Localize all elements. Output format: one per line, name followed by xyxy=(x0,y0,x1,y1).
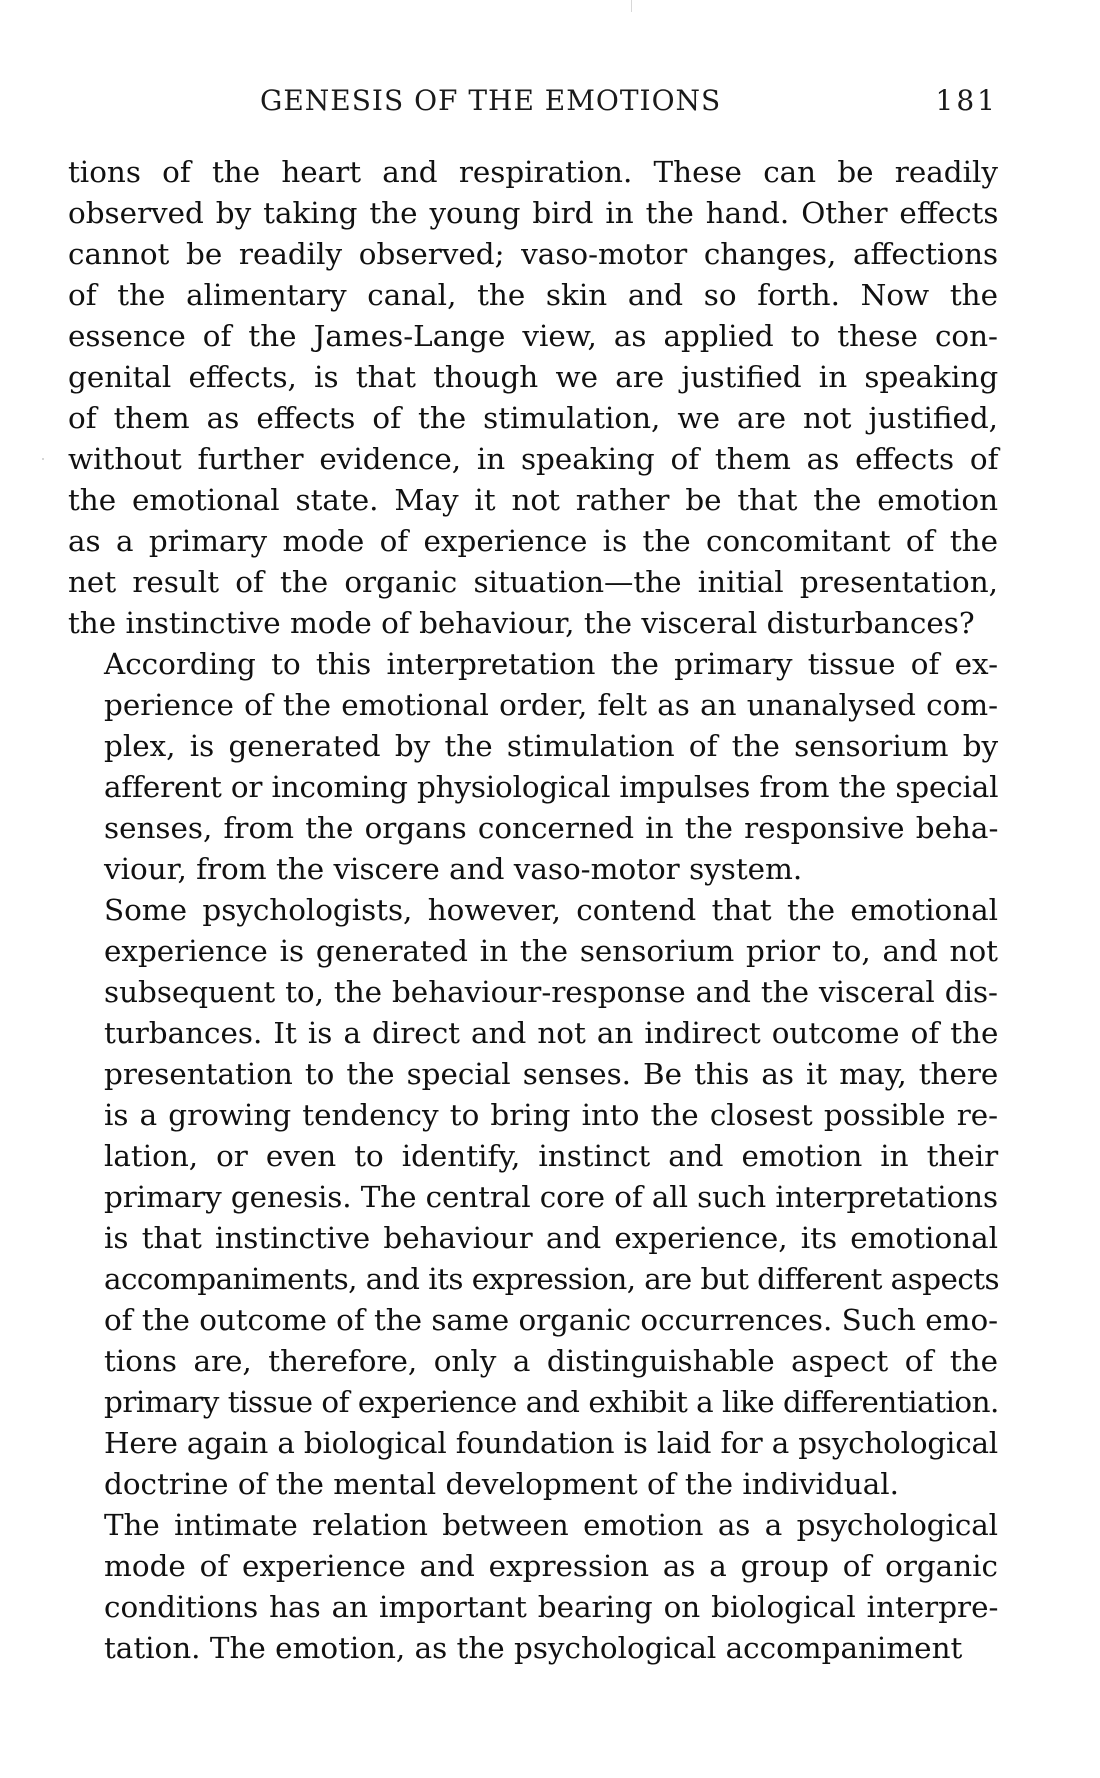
text-line: is a growing tendency to bring into the closest possible re- xyxy=(104,1098,999,1132)
text-line: the emotional state. May it not rather be that the emotion xyxy=(68,483,999,517)
margin-speck xyxy=(42,458,44,460)
text-line: subsequent to, the behaviour-response and the visceral dis- xyxy=(104,975,998,1009)
text-line: tation. The emotion, as the psychological accompaniment xyxy=(104,1631,963,1665)
text-line: doctrine of the mental development of the individual. xyxy=(104,1467,899,1501)
text-line: presentation to the special senses. Be this as it may, there xyxy=(104,1057,999,1091)
text-line: plex, is generated by the stimulation of the sensorium by xyxy=(104,729,999,763)
text-line: the instinctive mode of behaviour, the visceral disturbances? xyxy=(68,606,975,640)
text-line: net result of the organic situation—the initial presentation, xyxy=(68,565,998,599)
text-line: of them as effects of the stimulation, we are not justified, xyxy=(68,401,998,435)
text-line: lation, or even to identify, instinct and emotion in their xyxy=(104,1139,999,1173)
text-line: conditions has an important bearing on biological interpre- xyxy=(104,1590,999,1624)
text-line: genital effects, is that though we are justified in speaking xyxy=(68,360,999,394)
text-line: According to this interpretation the primary tissue of ex- xyxy=(104,647,998,681)
text-line: mode of experience and expression as a group of organic xyxy=(104,1549,998,1583)
text-line: of the outcome of the same organic occurrences. Such emo- xyxy=(104,1303,998,1337)
body-text xyxy=(68,152,998,1669)
text-line: viour, from the viscere and vaso-motor system. xyxy=(104,852,803,886)
text-line: The intimate relation between emotion as a psychological xyxy=(104,1508,998,1542)
text-line: tions are, therefore, only a distinguishable aspect of the xyxy=(104,1344,998,1378)
text-line: Here again a biological foundation is laid for a psychological xyxy=(104,1426,998,1460)
text-line: primary genesis. The central core of all such interpretations xyxy=(104,1180,998,1214)
text-line: of the alimentary canal, the skin and so forth. Now the xyxy=(68,278,998,312)
text-line: Some psychologists, however, contend that the emotional xyxy=(104,893,998,927)
page-number: 181 xyxy=(935,84,998,117)
paragraph xyxy=(68,890,998,1505)
running-head xyxy=(68,84,998,128)
scan-mark xyxy=(631,0,632,12)
text-line: essence of the James-Lange view, as applied to these con- xyxy=(68,319,998,353)
text-line: senses, from the organs concerned in the responsive beha- xyxy=(104,811,999,845)
paragraph xyxy=(68,644,998,890)
text-line: is that instinctive behaviour and experience, its emotional xyxy=(104,1221,998,1255)
text-line: as a primary mode of experience is the concomitant of the xyxy=(68,524,998,558)
text-line: afferent or incoming physiological impulses from the special xyxy=(104,770,999,804)
text-line: accompaniments, and its expression, are but different aspects xyxy=(104,1262,1000,1296)
paragraph xyxy=(68,152,998,644)
paragraph xyxy=(68,1505,998,1669)
text-line: perience of the emotional order, felt as an unanalysed com- xyxy=(104,688,999,722)
text-line: turbances. It is a direct and not an indirect outcome of the xyxy=(104,1016,999,1050)
text-line: tions of the heart and respiration. These can be readily xyxy=(68,155,998,189)
text-line: primary tissue of experience and exhibit a like differentiation. xyxy=(104,1385,999,1419)
running-title: GENESIS OF THE EMOTIONS xyxy=(260,84,722,117)
text-line: experience is generated in the sensorium prior to, and not xyxy=(104,934,998,968)
text-line: cannot be readily observed; vaso-motor changes, affections xyxy=(68,237,999,271)
text-line: without further evidence, in speaking of them as effects of xyxy=(68,442,999,476)
text-line: observed by taking the young bird in the hand. Other effects xyxy=(68,196,999,230)
